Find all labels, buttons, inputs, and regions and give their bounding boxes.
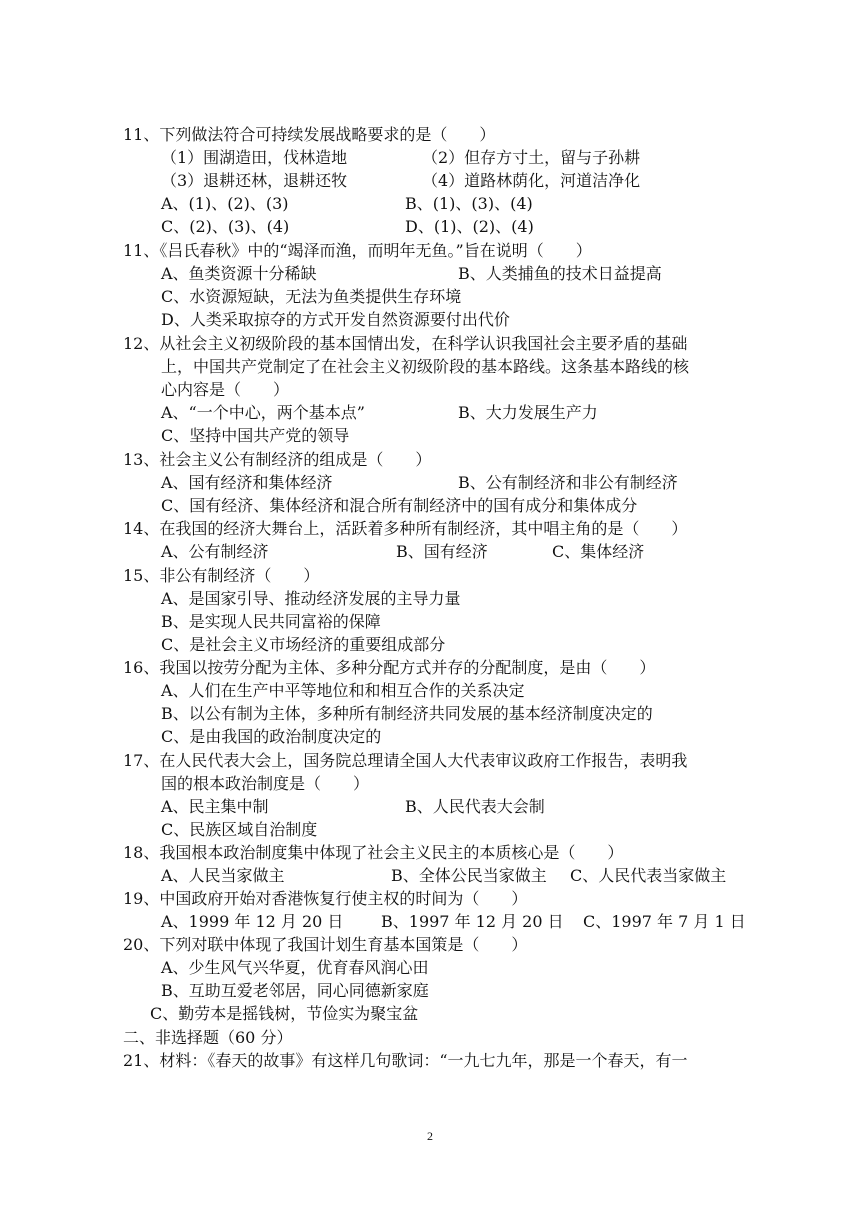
answer-a: A、是国家引导、推动经济发展的主导力量 bbox=[161, 589, 461, 608]
question-12-cont: 心内容是（ ） bbox=[161, 380, 290, 399]
answer-c: C、国有经济、集体经济和混合所有制经济中的国有成分和集体成分 bbox=[161, 496, 638, 515]
question-20: 20、下列对联中体现了我国计划生育基本国策是（ ） bbox=[123, 935, 528, 954]
answer-c: C、是社会主义市场经济的重要组成部分 bbox=[161, 635, 446, 654]
answer-b: B、互助互爱老邻居，同心同德新家庭 bbox=[161, 981, 429, 1000]
answer-a: A、1999 年 12 月 20 日 bbox=[161, 912, 344, 931]
answer-b: B、全体公民当家做主 bbox=[391, 866, 547, 885]
answer-c: C、水资源短缺，无法为鱼类提供生存环境 bbox=[161, 287, 462, 306]
answer-b: B、人类捕鱼的技术日益提高 bbox=[458, 264, 662, 283]
question-18: 18、我国根本政治制度集中体现了社会主义民主的本质核心是（ ） bbox=[123, 843, 624, 862]
answer-c: C、民族区域自治制度 bbox=[161, 820, 318, 839]
question-15: 15、非公有制经济（ ） bbox=[123, 566, 320, 585]
question-12-cont: 上，中国共产党制定了在社会主义初级阶段的基本路线。这条基本路线的核 bbox=[161, 357, 690, 376]
answer-a: A、少生风气兴华夏，优育春风润心田 bbox=[161, 958, 429, 977]
answer-a: A、“一个中心，两个基本点” bbox=[161, 403, 365, 422]
answer-a: A、人民当家做主 bbox=[161, 866, 285, 885]
question-17-cont: 国的根本政治制度是（ ） bbox=[161, 774, 370, 793]
answer-c: C、坚持中国共产党的领导 bbox=[161, 426, 350, 445]
answer-b: B、人民代表大会制 bbox=[405, 797, 545, 816]
option-1: （1）围湖造田，伐林造地 bbox=[161, 148, 348, 167]
option-3: （3）退耕还林，退耕还牧 bbox=[161, 171, 348, 190]
question-11b: 11、《吕氏春秋》中的“竭泽而渔，而明年无鱼。”旨在说明（ ） bbox=[123, 241, 592, 260]
section-heading: 二、非选择题（60 分） bbox=[123, 1028, 293, 1047]
option-2: （2）但存方寸土，留与子孙耕 bbox=[422, 148, 641, 167]
answer-b: B、1997 年 12 月 20 日 bbox=[381, 912, 564, 931]
answer-c: C、勤劳本是摇钱树，节俭实为聚宝盆 bbox=[150, 1004, 419, 1023]
answer-d: D、人类采取掠夺的方式开发自然资源要付出代价 bbox=[161, 310, 510, 329]
answer-b: B、大力发展生产力 bbox=[458, 403, 598, 422]
answer-a: A、公有制经济 bbox=[161, 542, 269, 561]
question-16: 16、我国以按劳分配为主体、多种分配方式并存的分配制度，是由（ ） bbox=[123, 658, 656, 677]
question-19: 19、中国政府开始对香港恢复行使主权的时间为（ ） bbox=[123, 889, 528, 908]
answer-c: C、(2)、(3)、(4) bbox=[161, 217, 290, 236]
question-11a: 11、下列做法符合可持续发展战略要求的是（ ） bbox=[123, 125, 496, 144]
question-17: 17、在人民代表大会上，国务院总理请全国人大代表审议政府工作报告，表明我 bbox=[123, 751, 688, 770]
answer-b: B、国有经济 bbox=[396, 542, 488, 561]
answer-a: A、国有经济和集体经济 bbox=[161, 473, 333, 492]
page-number: 2 bbox=[427, 1129, 433, 1143]
answer-c: C、人民代表当家做主 bbox=[570, 866, 727, 885]
answer-a: A、人们在生产中平等地位和和相互合作的关系决定 bbox=[161, 681, 525, 700]
question-12: 12、从社会主义初级阶段的基本国情出发，在科学认识我国社会主要矛盾的基础 bbox=[123, 334, 688, 353]
question-14: 14、在我国的经济大舞台上，活跃着多种所有制经济，其中唱主角的是（ ） bbox=[123, 519, 688, 538]
answer-c: C、是由我国的政治制度决定的 bbox=[161, 727, 382, 746]
answer-b: B、以公有制为主体，多种所有制经济共同发展的基本经济制度决定的 bbox=[161, 704, 653, 723]
answer-c: C、1997 年 7 月 1 日 bbox=[583, 912, 746, 931]
question-13: 13、社会主义公有制经济的组成是（ ） bbox=[123, 450, 432, 469]
answer-b: B、公有制经济和非公有制经济 bbox=[458, 473, 678, 492]
answer-a: A、(1)、(2)、(3) bbox=[161, 194, 289, 213]
answer-a: A、民主集中制 bbox=[161, 797, 269, 816]
answer-b: B、是实现人民共同富裕的保障 bbox=[161, 612, 381, 631]
answer-c: C、集体经济 bbox=[552, 542, 645, 561]
answer-d: D、(1)、(2)、(4) bbox=[405, 217, 534, 236]
question-21: 21、材料：《春天的故事》有这样几句歌词：“一九七九年，那是一个春天，有一 bbox=[123, 1051, 688, 1070]
option-4: （4）道路林荫化，河道洁净化 bbox=[422, 171, 641, 190]
answer-b: B、(1)、(3)、(4) bbox=[405, 194, 533, 213]
answer-a: A、鱼类资源十分稀缺 bbox=[161, 264, 317, 283]
